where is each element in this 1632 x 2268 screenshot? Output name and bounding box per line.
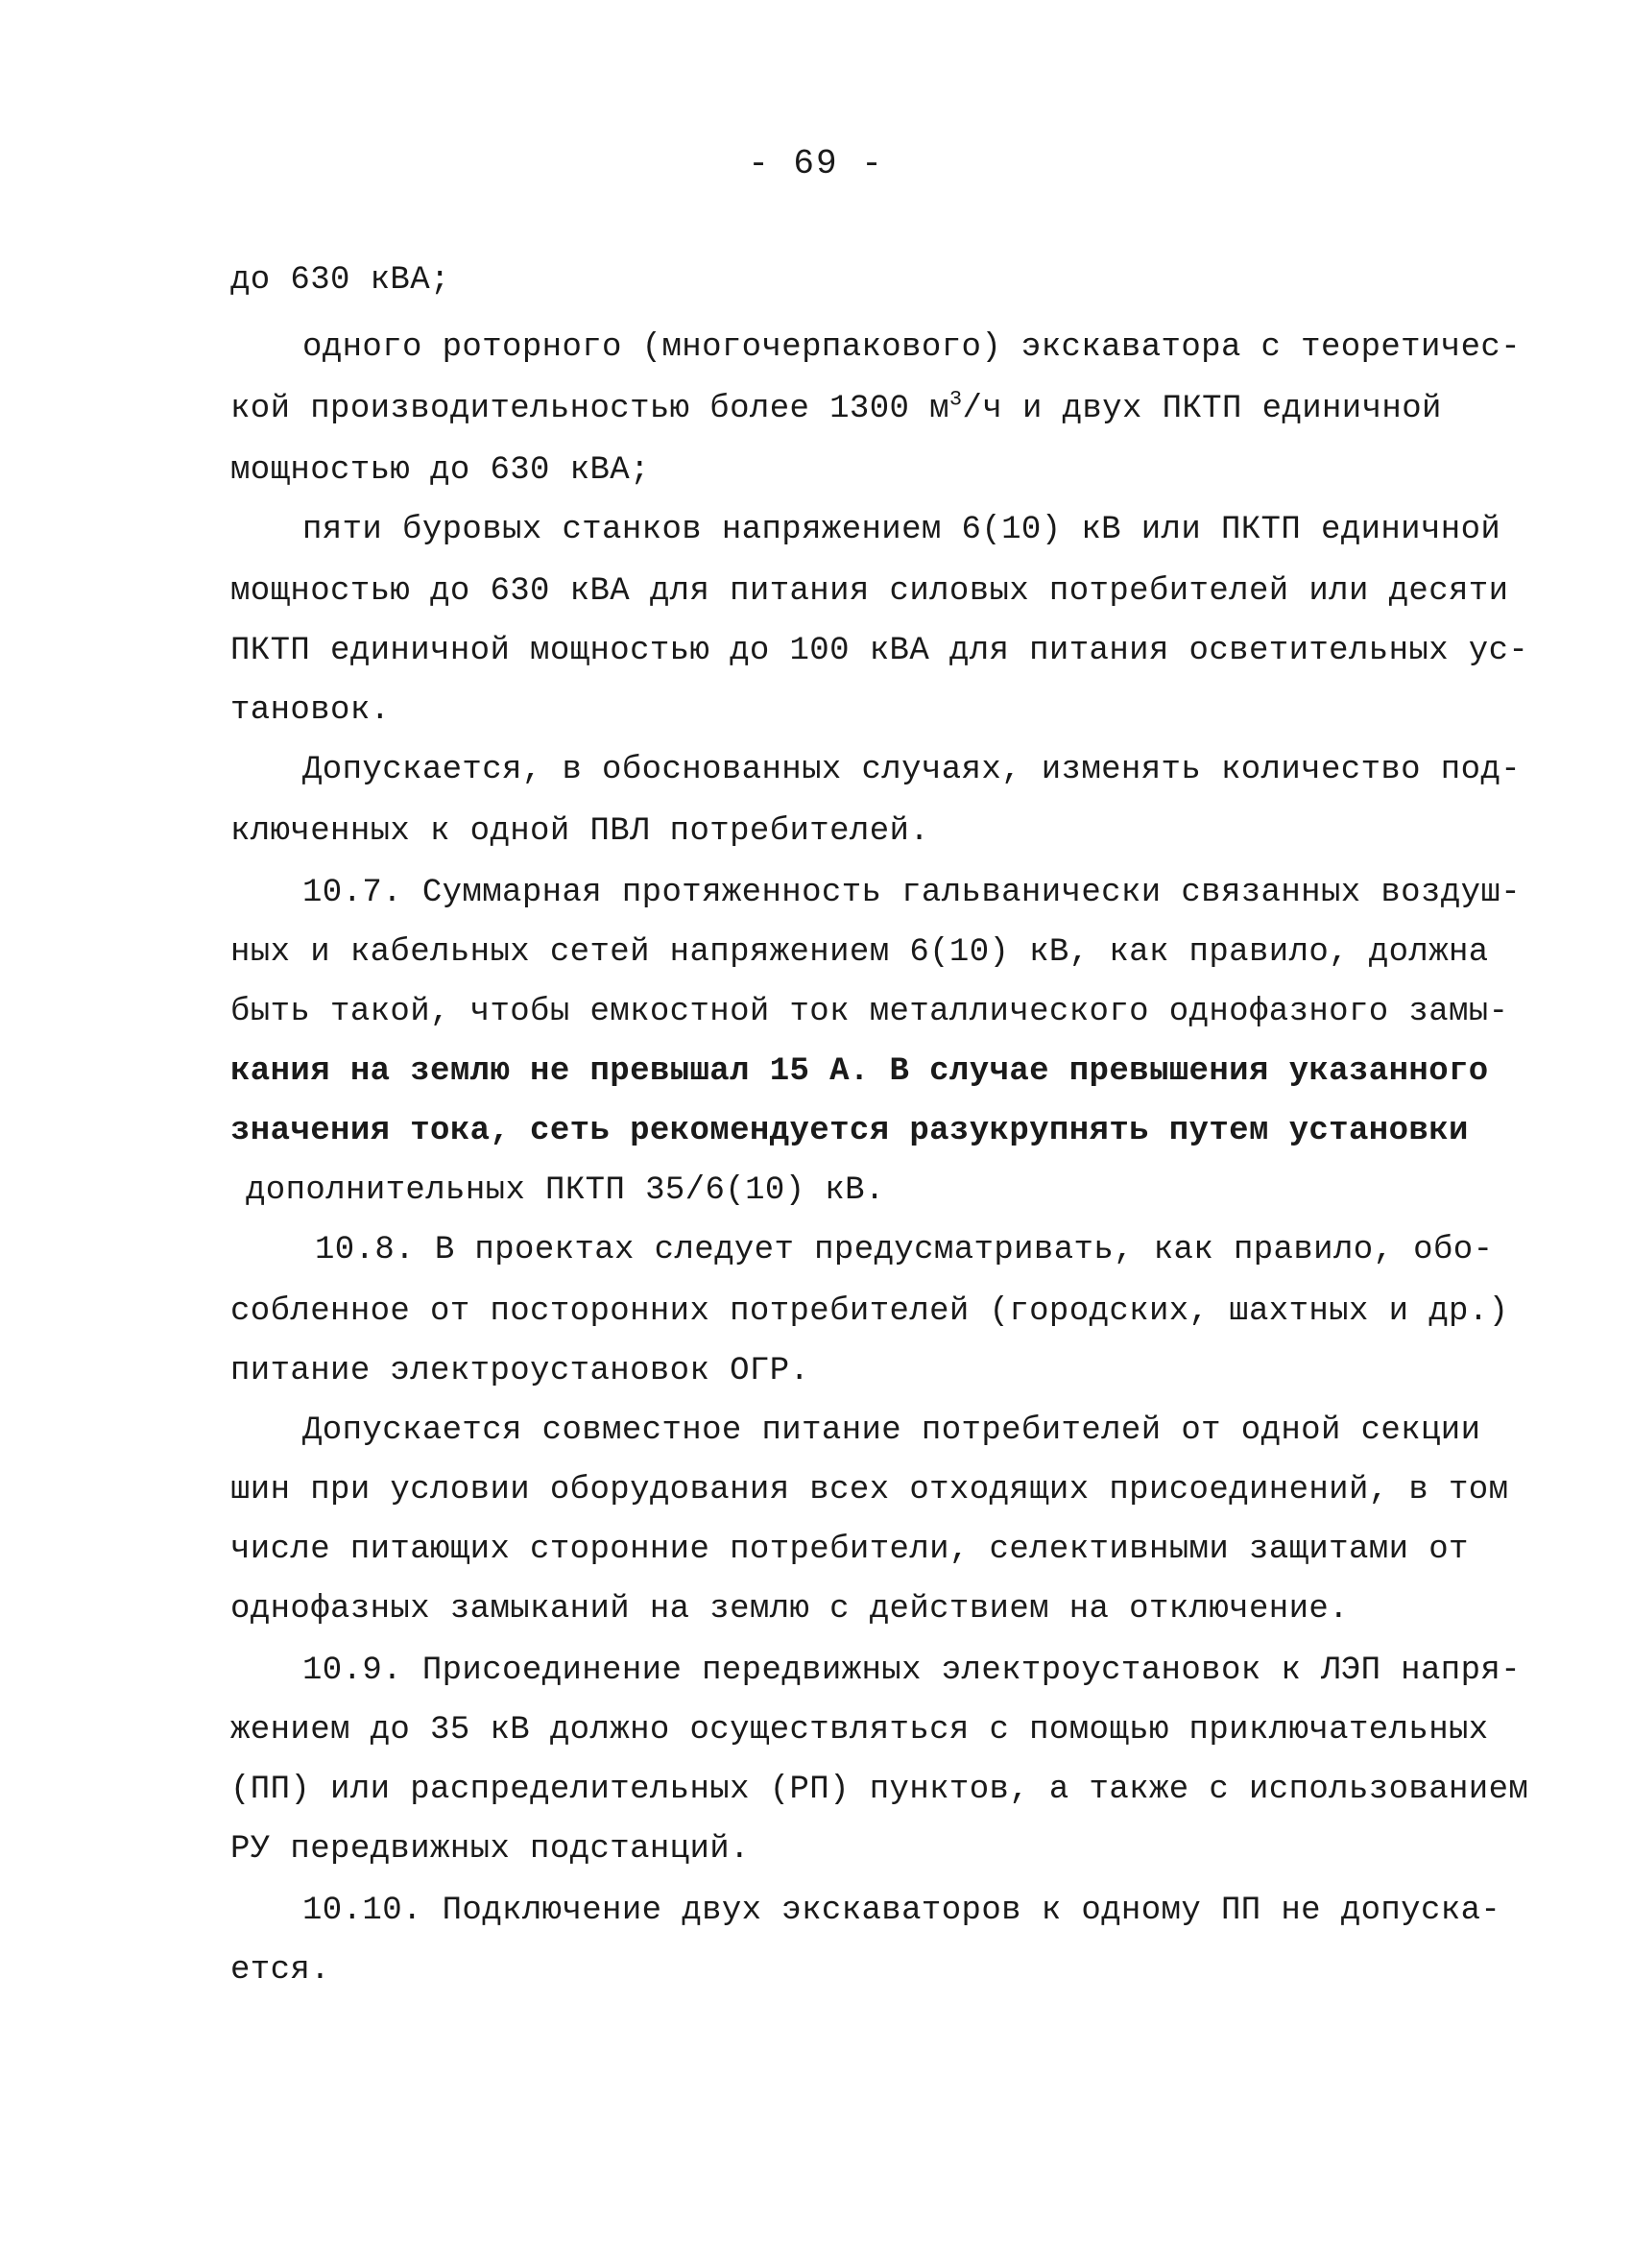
text-line: мощностью до 630 кВА для питания силовых потребителей или десяти xyxy=(230,573,1509,610)
text-line: питание электроустановок ОГР. xyxy=(230,1353,810,1389)
text-line: Допускается, в обоснованных случаях, изменять количество под- xyxy=(302,752,1522,788)
text-line: тановок. xyxy=(230,692,391,729)
text-line: ется. xyxy=(230,1952,331,1989)
text-line: значения тока, сеть рекомендуется разукрупнять путем установки xyxy=(230,1113,1469,1149)
text-line: одного роторного (многочерпакового) экскаватора с теоретичес- xyxy=(302,329,1522,366)
text-line: ПКТП единичной мощностью до 100 кВА для питания осветительных ус- xyxy=(230,633,1529,669)
text-line: (ПП) или распределительных (РП) пунктов, а также с использованием xyxy=(230,1772,1529,1808)
text-line: 10.9. Присоединение передвижных электроустановок к ЛЭП напря- xyxy=(302,1653,1522,1689)
text-line: числе питающих сторонние потребители, селективными защитами от xyxy=(230,1532,1469,1568)
text-line: быть такой, чтобы емкостной ток металлического однофазного замы- xyxy=(230,994,1509,1030)
text-line: пяти буровых станков напряжением 6(10) кВ или ПКТП единичной xyxy=(302,512,1501,548)
text-line-with-superscript xyxy=(230,387,1442,428)
text-line: однофазных замыканий на землю с действием на отключение. xyxy=(230,1591,1349,1628)
text-line: шин при условии оборудования всех отходящих присоединений, в том xyxy=(230,1472,1509,1508)
text-line: ключенных к одной ПВЛ потребителей. xyxy=(230,813,930,850)
text-line: до 630 кВА; xyxy=(230,262,450,299)
text-line: мощностью до 630 кВА; xyxy=(230,452,650,489)
text-segment: кой производительностью более 1300 м xyxy=(230,391,949,427)
text-line: ных и кабельных сетей напряжением 6(10) кВ, как правило, должна xyxy=(230,934,1489,971)
text-line: жением до 35 кВ должно осуществляться с помощью приключательных xyxy=(230,1712,1489,1749)
text-line: 10.7. Суммарная протяженность гальванически связанных воздуш- xyxy=(302,875,1522,911)
text-line: 10.10. Подключение двух экскаваторов к одному ПП не допуска- xyxy=(302,1893,1501,1929)
text-line: РУ передвижных подстанций. xyxy=(230,1831,750,1868)
text-line: Допускается совместное питание потребителей от одной секции xyxy=(302,1412,1481,1449)
page-number: - 69 - xyxy=(748,144,884,183)
text-segment: /ч и двух ПКТП единичной xyxy=(962,391,1442,427)
superscript: 3 xyxy=(948,387,963,412)
text-line: 10.8. В проектах следует предусматривать, как правило, обо- xyxy=(315,1232,1494,1268)
text-line: дополнительных ПКТП 35/6(10) кВ. xyxy=(246,1172,885,1209)
text-line: собленное от посторонних потребителей (городских, шахтных и др.) xyxy=(230,1293,1509,1330)
text-line: кания на землю не превышал 15 А. В случае превышения указанного xyxy=(230,1053,1489,1090)
